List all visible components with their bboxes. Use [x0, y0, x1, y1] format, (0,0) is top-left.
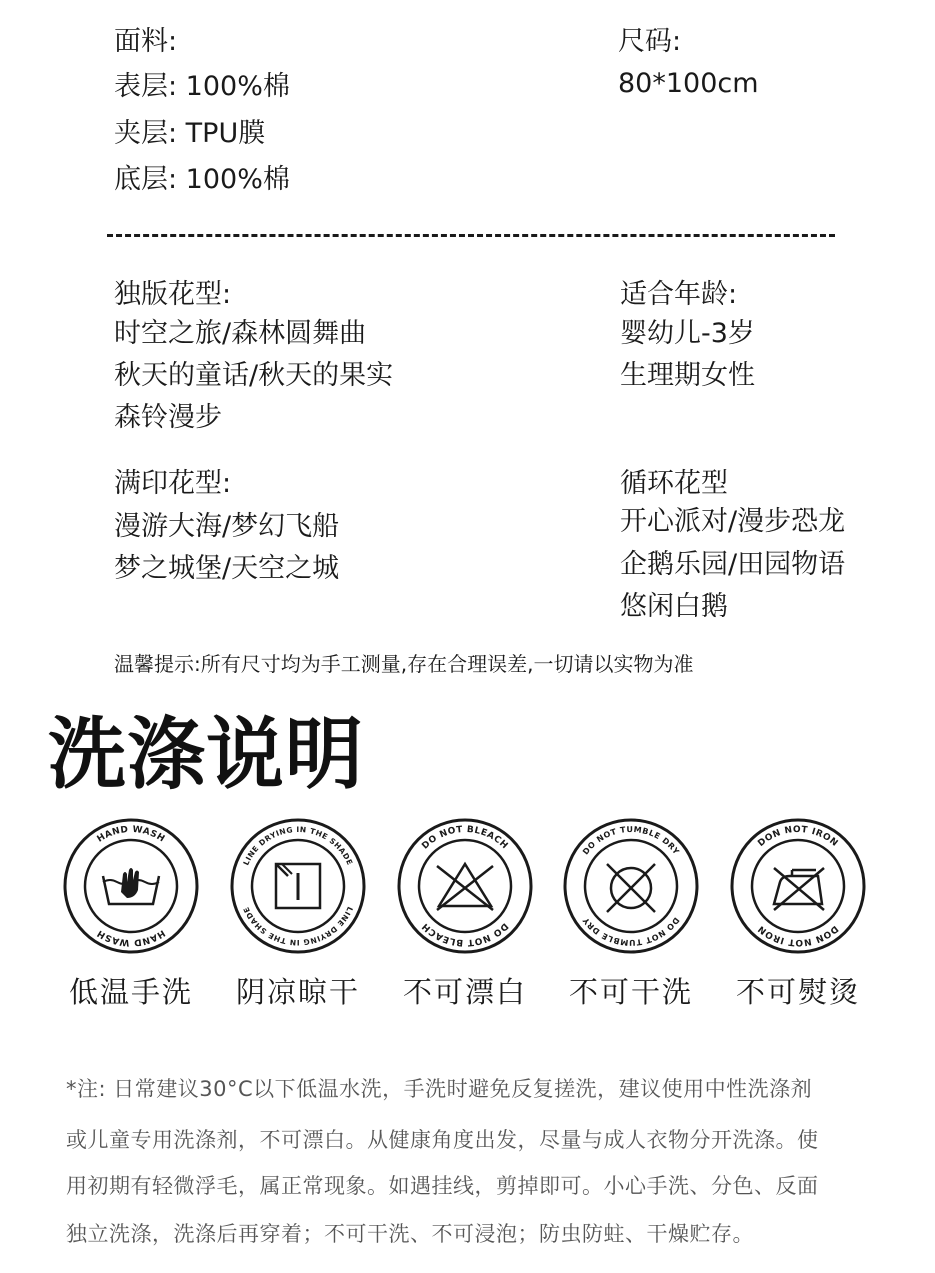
do-not-iron-ring-top: DON NOT IRON [756, 824, 840, 850]
dashed-divider [107, 234, 835, 237]
svg-text:HAND WASH [96, 927, 167, 947]
exclusive-pattern-line: 时空之旅/森林圆舞曲 [114, 318, 367, 349]
age-line: 婴幼儿-3岁 [620, 318, 755, 349]
exclusive-pattern-line: 森铃漫步 [114, 402, 222, 433]
fabric-bottom-layer: 底层: 100%棉 [114, 164, 290, 195]
line-dry-ring-top: LINE DRYING IN THE SHADE [241, 824, 355, 867]
age-line: 生理期女性 [620, 360, 755, 391]
care-label-hand-wash: 低温手洗 [68, 975, 193, 1009]
size-value: 80*100cm [618, 68, 759, 99]
do-not-iron-ring-bottom: DON NOT IRON [756, 922, 840, 948]
do-not-iron-icon [730, 818, 866, 954]
line-dry-shade-icon [230, 818, 366, 954]
full-print-pattern-line: 漫游大海/梦幻飞船 [114, 511, 340, 542]
fabric-title: 面料: [114, 26, 178, 57]
care-note-line: 用初期有轻微浮毛，属正常现象。如遇挂线，剪掉即可。小心手洗、分色、反面 [66, 1174, 819, 1198]
svg-text:DON NOT IRON [756, 825, 839, 849]
care-label-no-bleach: 不可漂白 [402, 975, 527, 1009]
care-label-line-dry: 阴凉晾干 [235, 975, 360, 1009]
age-title: 适合年龄: [620, 279, 738, 310]
hand-wash-icon [63, 818, 199, 954]
measurement-tip: 温馨提示:所有尺寸均为手工测量,存在合理误差,一切请以实物为准 [114, 652, 694, 676]
svg-text:DON NOT IRON [756, 923, 839, 947]
do-not-tumble-dry-ring-bottom: DO NOT TUMBLE DRY [580, 915, 681, 948]
full-print-pattern-title: 满印花型: [114, 468, 232, 499]
do-not-tumble-dry-ring-top: DO NOT TUMBLE DRY [581, 824, 682, 857]
loop-pattern-line: 企鹅乐园/田园物语 [620, 549, 846, 580]
exclusive-pattern-title: 独版花型: [114, 279, 232, 310]
do-not-tumble-dry-icon [563, 818, 699, 954]
loop-pattern-line: 悠闲白鹅 [620, 591, 728, 622]
loop-pattern-line: 开心派对/漫步恐龙 [620, 506, 846, 537]
loop-pattern-title: 循环花型 [620, 468, 728, 499]
do-not-bleach-icon [397, 818, 533, 954]
wash-instructions-title: 洗涤说明 [48, 710, 365, 800]
do-not-bleach-ring-top: DO NOT BLEACH [420, 824, 510, 852]
svg-text:HAND WASH [96, 825, 167, 845]
full-print-pattern-line: 梦之城堡/天空之城 [114, 553, 340, 584]
hand-wash-ring-bottom: HAND WASH [95, 927, 167, 948]
care-note-line: 独立洗涤，洗涤后再穿着；不可干洗、不可浸泡；防虫防蛀、干燥贮存。 [66, 1222, 754, 1246]
fabric-outer-layer: 表层: 100%棉 [114, 71, 290, 102]
line-dry-ring-bottom: LINE DRYING IN THE SHADE [241, 905, 355, 948]
care-label-no-iron: 不可熨烫 [735, 975, 860, 1009]
fabric-middle-layer: 夹层: TPU膜 [114, 118, 266, 149]
hand-wash-ring-top: HAND WASH [95, 824, 167, 845]
size-title: 尺码: [618, 26, 682, 57]
do-not-bleach-ring-bottom: DO NOT BLEACH [420, 920, 510, 948]
care-note-line: *注: 日常建议30°C以下低温水洗，手洗时避免反复搓洗，建议使用中性洗涤剂 [66, 1077, 813, 1101]
exclusive-pattern-line: 秋天的童话/秋天的果实 [114, 360, 394, 391]
care-note-line: 或儿童专用洗涤剂，不可漂白。从健康角度出发，尽量与成人衣物分开洗涤。使 [66, 1128, 819, 1152]
care-label-no-dry-clean: 不可干洗 [568, 975, 693, 1009]
